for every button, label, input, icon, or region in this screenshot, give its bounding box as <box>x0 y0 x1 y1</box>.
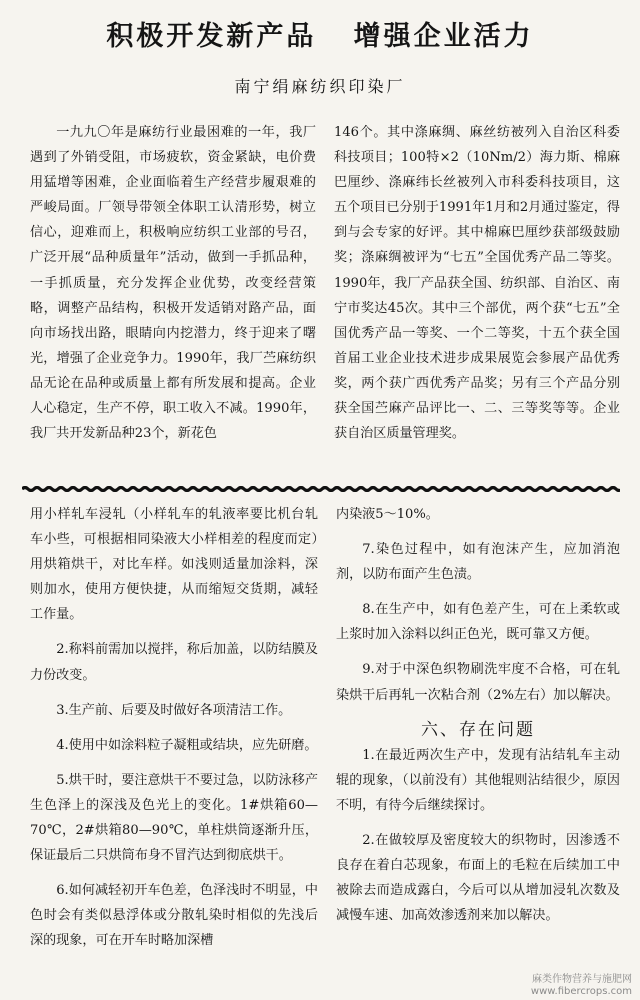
numbered-item: 8.在生产中，如有色差产生，可在上柔软或上浆时加入涂料以纠正色光，既可靠又方便。 <box>336 602 620 643</box>
section-heading: 六、存在问题 <box>421 719 535 740</box>
top-right-column <box>334 120 620 476</box>
numbered-item: 2.称料前需加以搅拌，称后加盖，以防结膜及力份改变。 <box>30 642 318 683</box>
site-watermark <box>531 974 632 998</box>
numbered-item: 3.生产前、后要及时做好各项清洁工作。 <box>56 702 292 718</box>
numbered-item: 5.烘干时，要注意烘干不要过急，以防泳移产生色泽上的深浅及色光上的变化。1#烘箱60—70℃，2#烘箱80—90℃，单柱烘筒逐渐升压，保证最后二只烘筒布身不冒汽达到彻底烘干。 <box>30 772 318 864</box>
body-paragraph: 用小样轧车浸轧（小样轧车的轧液率要比机台轧车小些，可根据相同染液大小样相差的程度而定）用烘箱烘干，对比车样。如浅则适量加涂料，深则加水，使用方便快捷，从而缩短交货期，减轻工作量。 <box>30 507 318 623</box>
watermark-name: 麻类作物营养与施肥网 <box>532 974 632 985</box>
numbered-item: 7.染色过程中，如有泡沫产生，应加消泡剂，以防布面产生色渍。 <box>336 542 620 583</box>
numbered-item: 9.对于中深色织物刷洗牢度不合格，可在轧染烘干后再轧一次粘合剂（2%左右）加以解决。 <box>336 662 620 703</box>
watermark-url: www.fibercrops.com <box>530 986 632 997</box>
article-author: 南宁绢麻纺织印染厂 <box>234 77 406 96</box>
top-left-column <box>30 120 316 476</box>
bottom-right-column <box>336 502 620 1000</box>
numbered-item: 6.如何减轻初开车色差，色泽浅时不明显，中色时会有类似悬浮体或分散轧染时相似的先浅后深的现象，可在开车时略加深槽 <box>30 883 318 949</box>
body-paragraph: 内染液5～10%。 <box>336 507 439 522</box>
numbered-item: 1.在最近两次生产中，发现有沾结轧车主动辊的现象，（以前没有）其他辊则沾结很少，原因不明，有待今后继续探讨。 <box>336 747 620 813</box>
body-paragraph: 146个。其中涤麻绸、麻丝纺被列入自治区科委科技项目；100特×2（10Nm/2）海力斯、棉麻巴厘纱、涤麻纬长丝被列入市科委科技项目，这五个项目已分别于1991年1月和2月通过鉴定，得到与会专家的好评。其中棉麻巴厘纱获部级鼓励奖；涤麻绸被评为“七五”全国优秀产品二等奖。1990年，我厂产品获全国、纺织部、自治区、南宁市奖达45次。其中三个部优，两个获“七五”全国优秀产品一等奖、一个二等奖，十五个获全国首届工业企业技术进步成果展览会参展产品优秀奖，两个获广西优秀产品奖；另有三个产品分别获全国苎麻产品评比一、二、三等奖等等。企业获自治区质量管理奖。 <box>334 125 620 442</box>
numbered-item: 2.在做较厚及密度较大的织物时，因渗透不良存在着白芯现象，布面上的毛粒在后续加工中被除去而造成露白，今后可以从增加浸轧次数及减慢车速、加高效渗透剂来加以解决。 <box>336 833 620 924</box>
bottom-left-column <box>30 502 318 1000</box>
numbered-item: 4.使用中如涂料粒子凝粗或结块，应先研磨。 <box>56 737 318 753</box>
section-divider <box>22 486 620 492</box>
body-paragraph: 一九九〇年是麻纺行业最困难的一年，我厂遇到了外销受阻，市场疲软，资金紧缺，电价费用猛增等困难，企业面临着生产经营步履艰难的严峻局面。厂领导带领全体职工认清形势，树立信心，迎难而上，积极响应纺织工业部的号召，广泛开展“品种质量年”活动，做到一手抓品种，一手抓质量，充分发挥企业优势，改变经营策略，调整产品结构，积极开发适销对路产品，面向市场找出路，眼睛向内挖潜力，终于迎来了曙光，增强了企业竞争力。1990年，我厂苎麻纺织品无论在品种或质量上都有所发展和提高。企业人心稳定，生产不停，职工收入不减。1990年，我厂共开发新品种23个，新花色 <box>30 125 316 442</box>
article-title: 积极开发新产品 增强企业活力 <box>106 21 534 52</box>
